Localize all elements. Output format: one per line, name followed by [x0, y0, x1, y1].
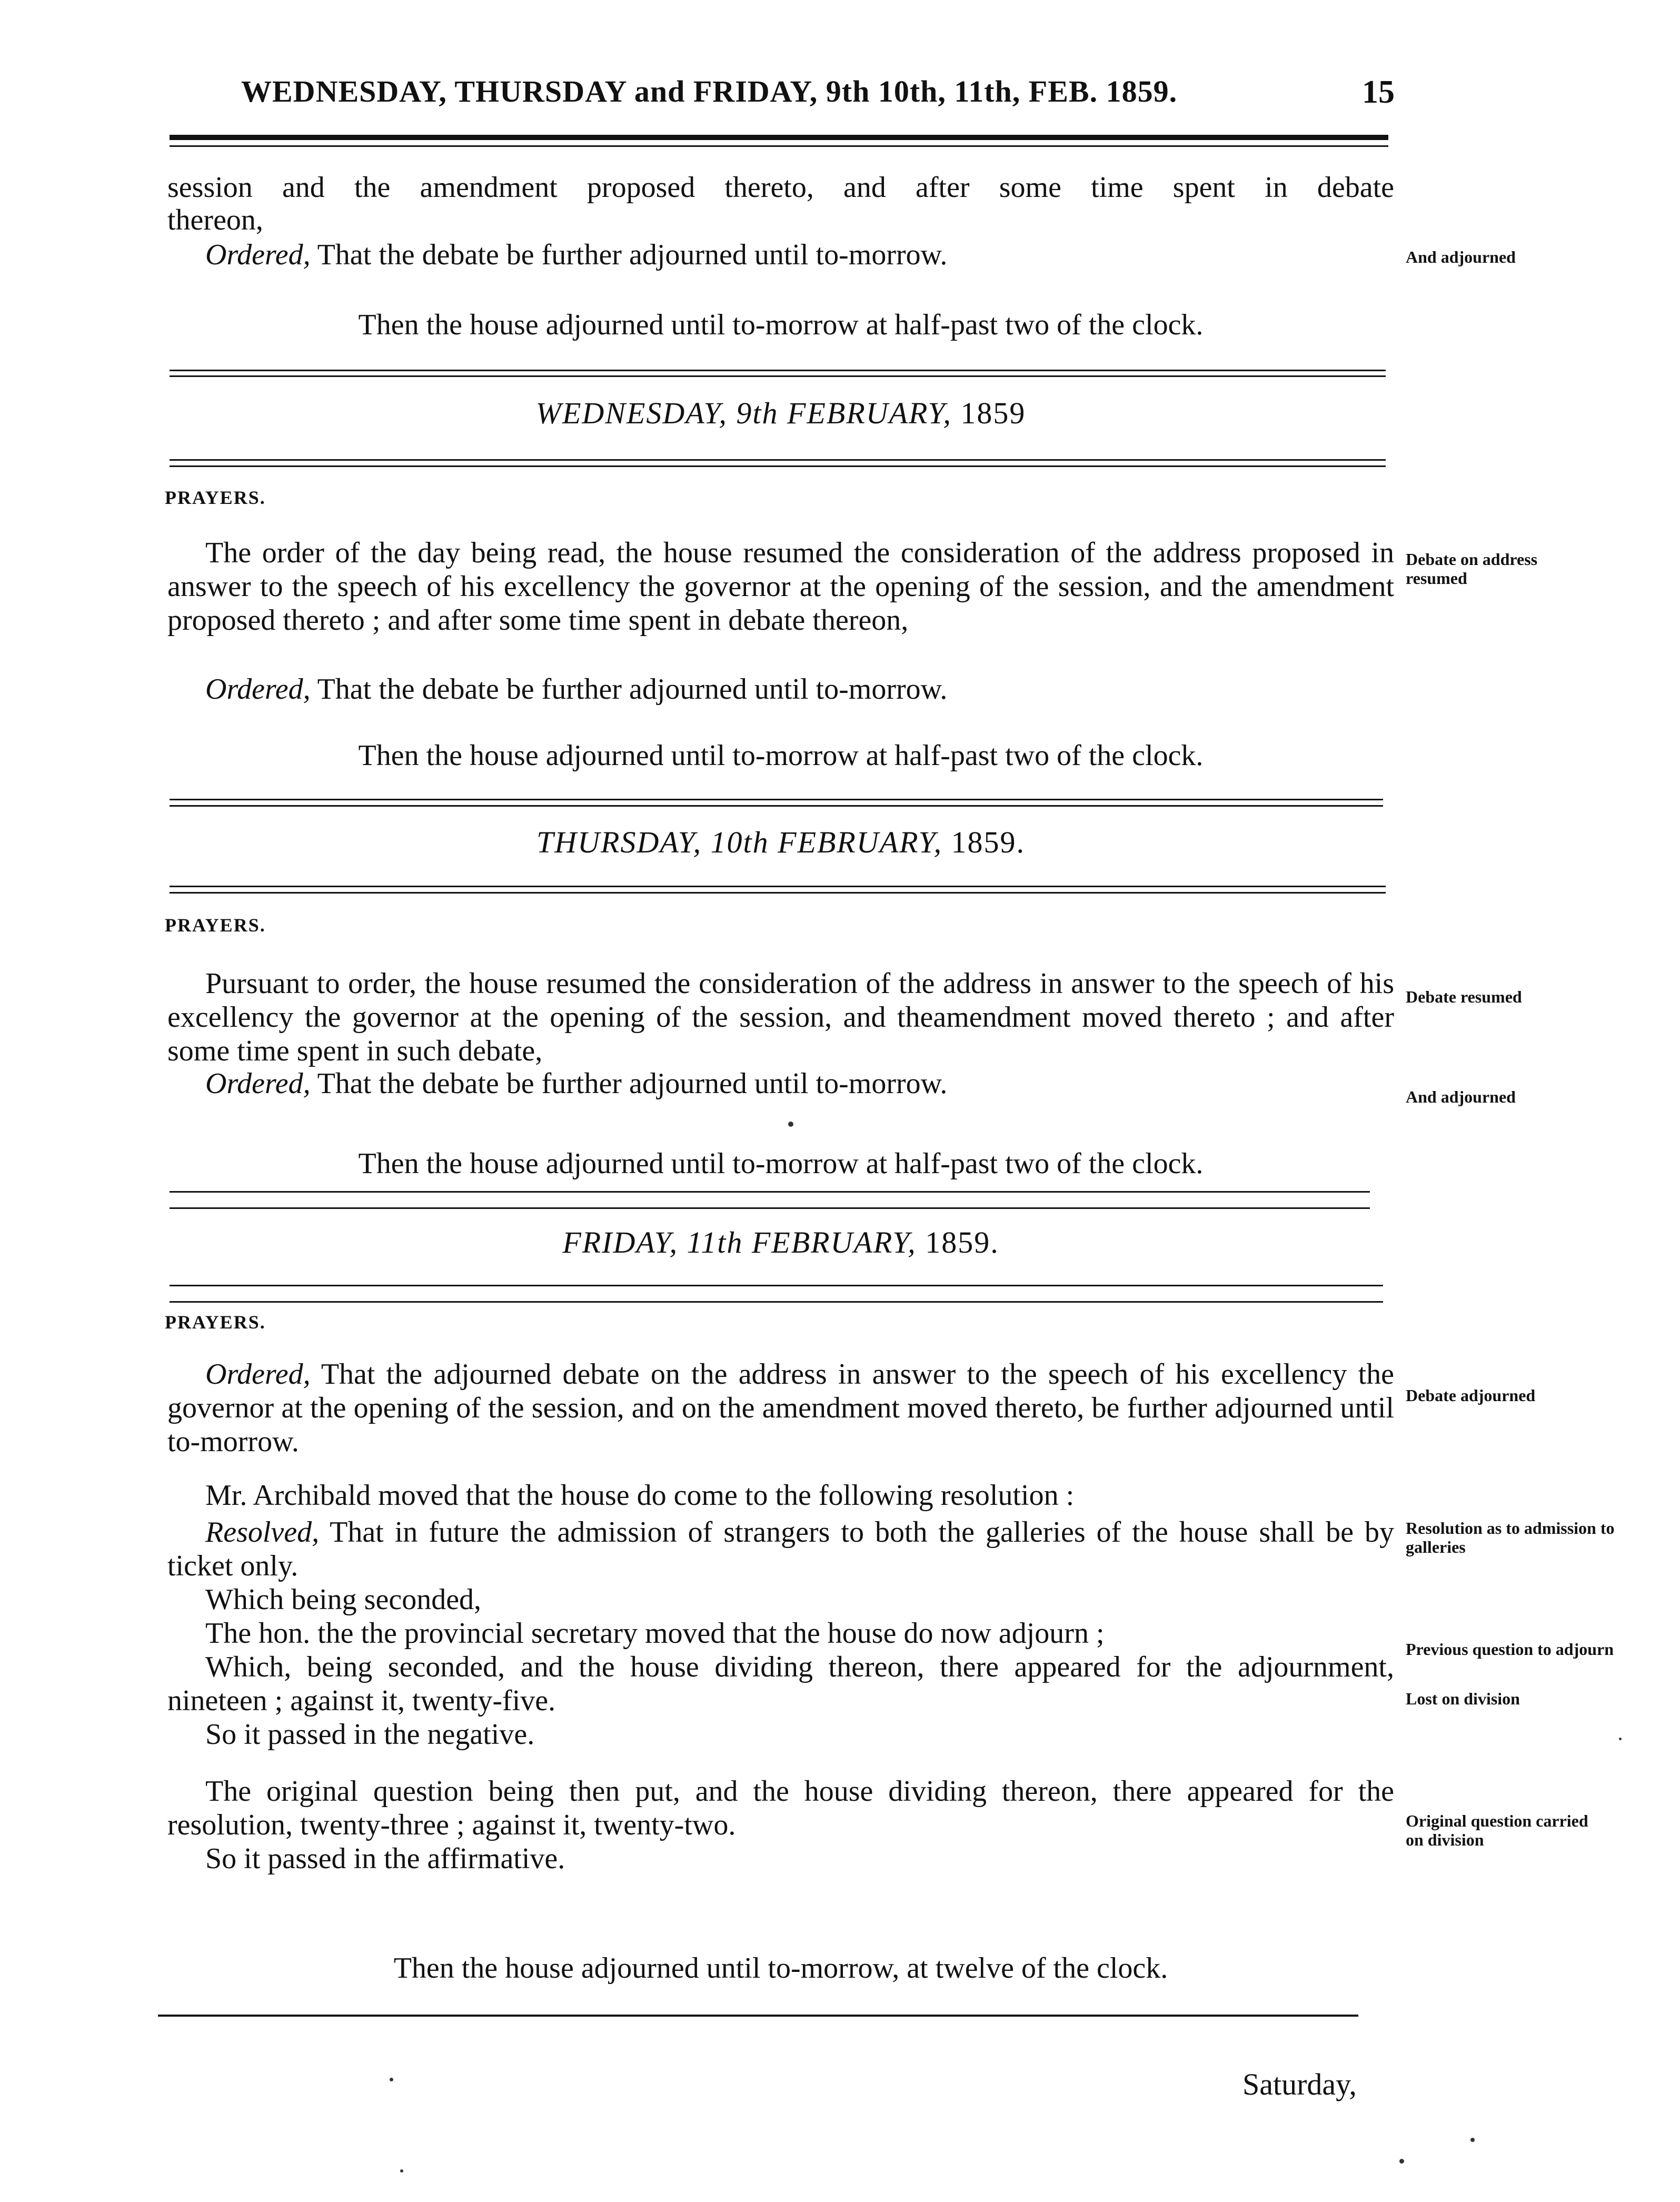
thursday-ordered	[205, 1067, 947, 1100]
section-rule	[170, 375, 1386, 377]
footer-rule	[158, 2015, 1358, 2017]
section-rule	[170, 886, 1386, 887]
header-rule-thin	[170, 145, 1388, 147]
friday-secretary-motion: The hon. the the provincial secretary moved that the house do now adjourn ;	[205, 1617, 1105, 1650]
ordered-label: Ordered,	[205, 1358, 311, 1391]
heading-day: THURSDAY, 10th FEBRUARY,	[536, 825, 942, 859]
friday-original-question: The original question being then put, and the house dividing thereon, there appeared for the resolution, twenty-three ; against it, twenty-two.	[167, 1775, 1394, 1841]
friday-ordered-paragraph	[167, 1357, 1394, 1459]
section-rule	[170, 1207, 1370, 1209]
section-rule	[170, 1285, 1383, 1286]
ordered-label: Ordered,	[205, 239, 311, 271]
wednesday-heading	[167, 395, 1394, 432]
friday-adjournment: Then the house adjourned until to-morrow, at twelve of the clock.	[393, 1952, 1168, 1985]
catchword: Saturday,	[1242, 2067, 1357, 2101]
heading-year: 1859	[960, 396, 1026, 430]
continuation-line-2: thereon,	[167, 204, 263, 236]
section-rule	[170, 1301, 1383, 1303]
prayers-label: PRAYERS.	[165, 915, 266, 936]
running-header: WEDNESDAY, THURSDAY and FRIDAY, 9th 10th, 11th, FEB. 1859.	[241, 74, 1178, 108]
ordered-text: That the adjourned debate on the address in answer to the speech of his excellency the governor at the opening of the session, and on the amendment moved thereto, be further adjourned until to-morrow.	[167, 1358, 1394, 1458]
friday-resolved-paragraph	[167, 1515, 1394, 1583]
wednesday-paragraph: The order of the day being read, the house resumed the consideration of the address proposed in answer to the speech of his excellency the governor at the opening of the session, and the amendment proposed thereto ; and after some time spent in debate thereon,	[167, 537, 1394, 637]
thursday-adjournment: Then the house adjourned until to-morrow at half-past two of the clock.	[358, 1147, 1204, 1180]
friday-affirmative: So it passed in the affirmative.	[205, 1842, 565, 1875]
section-rule	[170, 799, 1383, 800]
side-note-and-adjourned: And adjourned	[1406, 247, 1516, 266]
scan-speck	[1470, 2138, 1475, 2142]
side-note-original-question: Original question carried on division	[1406, 1811, 1588, 1849]
continuation-adjournment: Then the house adjourned until to-morrow at half-past two of the clock.	[358, 309, 1204, 341]
page-number: 15	[1362, 74, 1395, 110]
section-rule	[170, 465, 1386, 467]
section-rule	[170, 459, 1386, 461]
section-rule	[170, 370, 1386, 371]
friday-seconded: Which being seconded,	[205, 1583, 482, 1616]
friday-heading	[167, 1224, 1394, 1261]
thursday-paragraph: Pursuant to order, the house resumed the consideration of the address in answer to the speech of his excellency the governor at the opening of the session, and theamendment moved thereto ; and after some time spent in such debate,	[167, 967, 1394, 1067]
side-note-and-adjourned: And adjourned	[1406, 1087, 1516, 1106]
header-rule	[170, 135, 1388, 140]
side-note-previous-question: Previous question to adjourn	[1406, 1640, 1614, 1659]
side-note-debate-resumed: Debate resumed	[1406, 987, 1522, 1006]
section-rule	[170, 892, 1386, 894]
wednesday-ordered	[205, 672, 947, 706]
section-rule	[170, 1191, 1370, 1193]
thursday-heading	[167, 824, 1394, 861]
continuation-line-1: session and the amendment proposed thereto, and after some time spent in debate	[167, 171, 1394, 204]
continuation-ordered	[205, 238, 947, 272]
heading-day: WEDNESDAY, 9th FEBRUARY,	[535, 396, 952, 430]
scan-speck	[400, 2169, 403, 2173]
ordered-text: That the debate be further adjourned until to-morrow.	[310, 1067, 948, 1100]
friday-negative: So it passed in the negative.	[205, 1718, 535, 1751]
side-note-debate-adjourned: Debate adjourned	[1406, 1386, 1536, 1405]
section-rule	[170, 805, 1383, 807]
prayers-label: PRAYERS.	[165, 1312, 266, 1333]
heading-year: 1859.	[925, 1225, 999, 1259]
heading-year: 1859.	[951, 825, 1025, 859]
ordered-text: That the debate be further adjourned until to-morrow.	[310, 239, 948, 271]
side-note-lost-on-division: Lost on division	[1406, 1689, 1520, 1708]
heading-day: FRIDAY, 11th FEBRUARY,	[562, 1225, 917, 1259]
side-note-debate-on-address-resumed: Debate on address resumed	[1406, 550, 1538, 588]
scan-speck	[1399, 2159, 1404, 2164]
wednesday-adjournment: Then the house adjourned until to-morrow at half-past two of the clock.	[358, 739, 1204, 772]
scan-speck	[390, 2078, 393, 2081]
resolved-text: That in future the admission of strangers to both the galleries of the house shall be by ticket only.	[167, 1516, 1394, 1582]
friday-motion: Mr. Archibald moved that the house do come to the following resolution :	[205, 1479, 1075, 1512]
side-note-resolution-galleries: Resolution as to admission to galleries	[1406, 1519, 1615, 1556]
ordered-text: That the debate be further adjourned until to-morrow.	[310, 673, 948, 706]
friday-division: Which, being seconded, and the house dividing thereon, there appeared for the adjournment, nineteen ; against it, twenty-five.	[167, 1651, 1394, 1717]
resolved-label: Resolved,	[205, 1516, 320, 1549]
prayers-label: PRAYERS.	[165, 487, 266, 508]
scan-speck	[788, 1122, 793, 1127]
ordered-label: Ordered,	[205, 673, 311, 706]
scan-speck	[1619, 1738, 1622, 1740]
ordered-label: Ordered,	[205, 1067, 311, 1100]
